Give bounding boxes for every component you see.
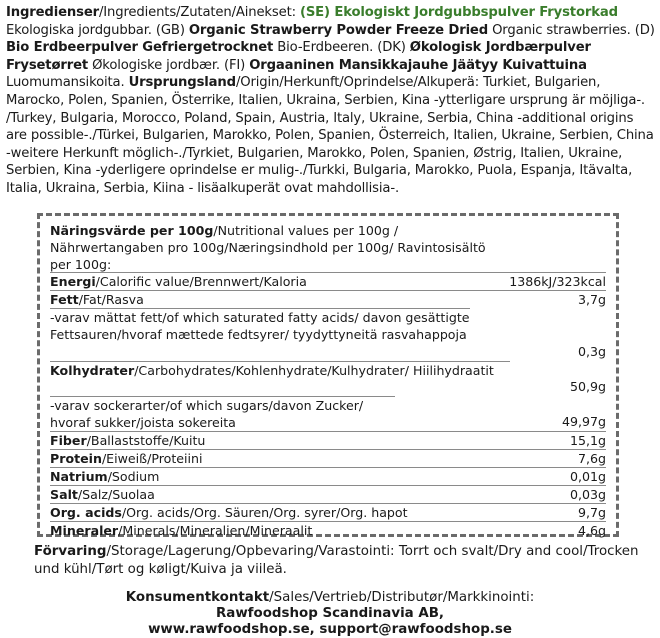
ingredients-fi: Luomumansikoita. xyxy=(6,75,129,91)
contact-label: Konsumentkontakt xyxy=(125,590,270,605)
contact-heading xyxy=(0,590,660,606)
row-label: Fett xyxy=(50,292,79,307)
row-value: 9,7g xyxy=(577,505,606,520)
row-value: 15,1g xyxy=(569,433,606,448)
nutrition-row-fat xyxy=(50,290,606,308)
row-label-translations: /Minerals/Mineralien/Mineraalit xyxy=(118,523,313,538)
ingredients-gb: Organic strawberries. (D) xyxy=(488,22,655,38)
storage-label: Förvaring xyxy=(34,544,107,559)
row-label-translations: /Carbohydrates/Kohlenhydrate/Kulhydrater/ Hiilihydraatit xyxy=(134,363,494,378)
nutrition-row-saturated-fat xyxy=(50,308,470,343)
row-label: Energi xyxy=(50,274,96,289)
product-name-dk: Økologisk Jordbærpulver Frysetørret xyxy=(6,40,591,73)
product-name-se: (SE) Ekologiskt Jordgubbspulver Frystorkad xyxy=(299,5,618,20)
storage-instructions xyxy=(34,543,644,578)
row-value: 0,3g xyxy=(577,344,606,359)
row-value: 4,6g xyxy=(577,523,606,538)
row-label-translations: -varav mättat fett/of which saturated fatty acids/ davon gesättigte Fettsauren/hvoraf mættede fedtsyrer/ tyydyttyneitä rasvahappoja xyxy=(50,310,470,343)
product-name-de: Bio Erdbeerpulver Gefriergetrocknet xyxy=(6,40,274,56)
row-label-translations: /Org. acids/Org. Säuren/Org. syrer/Org. hapot xyxy=(121,505,408,520)
nutrition-row-sugars xyxy=(50,396,395,431)
origin-text: /Origin/Herkunft/Oprindelse/Alkuperä: Turkiet, Bulgarien, Marocko, Polen, Spanien, Österrike, Italien, Ukraina, Serbien, Kina -ytterligare ursprung är möjliga-. /Turkey, Bulgaria, Morocco, Poland, Spain, Austria, Italy, Ukraine, Serbia, China -additional origins are possible-./Türkei, Bulgarien, Marokko, Polen, Spanien, Österreich, Italien, Ukraine, Serbien, China -weitere Herkunft möglich-./Tyrkiet, Bulgarien, Marokko, Polen, Spanien, Østrig, Italien, Ukraine, Serbien, Kina -yderligere oprindelse er mulig-./Turkki, Bulgaria, Marokko, Puola, Espanja, Itävalta, Italia, Ukraina, Serbia, Kiina - lisäalkuperät ovat mahdollisia-. xyxy=(6,75,654,196)
ingredients-dk: Økologiske jordbær. (FI) xyxy=(88,57,250,73)
row-label: Kolhydrater xyxy=(50,363,135,378)
row-value: 3,7g xyxy=(577,292,606,307)
nutrition-row-energy xyxy=(50,272,606,290)
ingredients-label: Ingredienser xyxy=(6,5,99,20)
nutrition-header xyxy=(50,222,500,274)
row-label: Natrium xyxy=(50,469,108,484)
row-label-translations: /Fat/Rasva xyxy=(78,292,144,307)
ingredients-de: Bio-Erdbeeren. (DK) xyxy=(273,40,410,56)
origin-label: Ursprungsland xyxy=(128,75,236,91)
contact-web-email: www.rawfoodshop.se, support@rawfoodshop.se xyxy=(148,622,512,637)
row-value: 0,01g xyxy=(569,469,606,484)
ingredients-se: Ekologiska jordgubbar. (GB) xyxy=(6,22,189,38)
row-label-translations: /Sodium xyxy=(107,469,160,484)
row-label-translations: /Eiweiß/Proteiini xyxy=(101,451,203,466)
consumer-contact xyxy=(0,590,660,638)
row-label: Salt xyxy=(50,487,78,502)
contact-label-translations: /Sales/Vertrieb/Distributør/Markkinointi: xyxy=(269,590,535,605)
row-value: 1386kJ/323kcal xyxy=(509,274,606,289)
row-value: 49,97g xyxy=(561,414,606,429)
nutrition-row-protein xyxy=(50,449,606,467)
nutrition-row-fiber xyxy=(50,431,606,449)
nutrition-row-organic-acids xyxy=(50,503,606,521)
row-label: Org. acids xyxy=(50,505,122,520)
row-label-translations: /Salz/Suolaa xyxy=(77,487,155,502)
row-label-translations: /Ballaststoffe/Kuitu xyxy=(86,433,206,448)
storage-text: /Storage/Lagerung/Opbevaring/Varastointi: Torrt och svalt/Dry and cool/Trocken und kühl/Tørt og køligt/Kuiva ja viileä. xyxy=(34,544,639,577)
ingredients-label-translations: /Ingredients/Zutaten/Ainekset: xyxy=(98,5,300,20)
nutrition-row-carbohydrates xyxy=(50,361,510,379)
nutrition-header-label: Näringsvärde per 100g xyxy=(50,223,214,238)
row-label: Fiber xyxy=(50,433,87,448)
row-label-translations: /Calorific value/Brennwert/Kaloria xyxy=(95,274,307,289)
row-label: Mineraler xyxy=(50,523,119,538)
nutrition-row-sodium xyxy=(50,467,606,485)
row-value: 0,03g xyxy=(569,487,606,502)
nutrition-header-translations: /Nutritional values per 100g / Nährwertangaben pro 100g/Næringsindhold per 100g/ Ravintosisältö per 100g: xyxy=(50,223,486,273)
nutrition-table xyxy=(37,213,619,537)
row-label-translations: -varav sockerarter/of which sugars/davon Zucker/ hvoraf sukker/joista sokereita xyxy=(50,398,364,431)
product-name-gb: Organic Strawberry Powder Freeze Dried xyxy=(188,22,489,38)
nutrition-row-salt xyxy=(50,485,606,503)
ingredients-paragraph xyxy=(6,4,656,198)
nutrition-row-minerals xyxy=(50,521,606,539)
company-name: Rawfoodshop Scandinavia AB, xyxy=(215,606,445,621)
product-name-fi: Orgaaninen Mansikkajauhe Jäätyy Kuivattuina xyxy=(249,57,587,73)
row-value: 7,6g xyxy=(577,451,606,466)
row-label: Protein xyxy=(50,451,102,466)
row-value: 50,9g xyxy=(569,379,606,394)
